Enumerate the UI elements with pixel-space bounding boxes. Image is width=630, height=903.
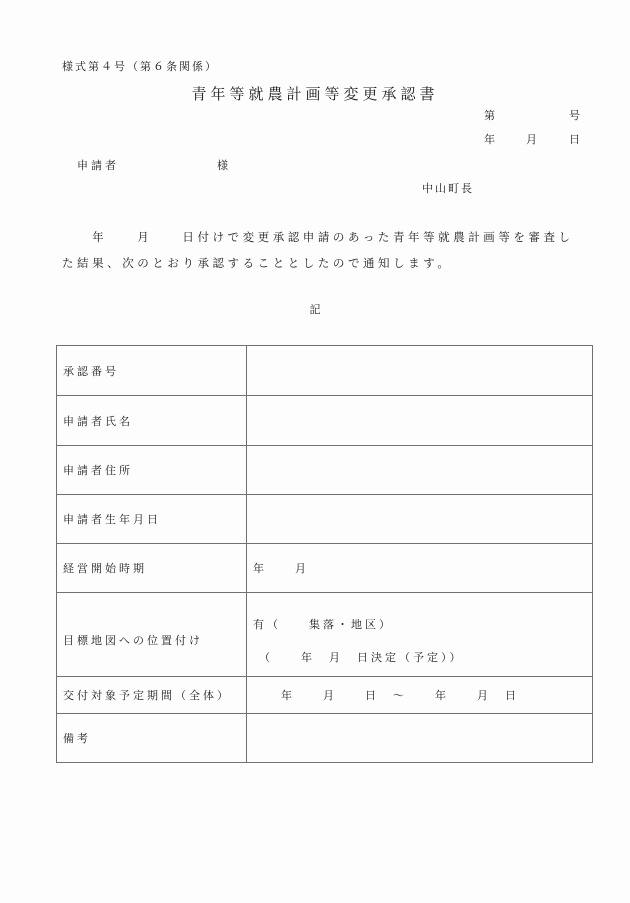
row-value-remarks[interactable] xyxy=(247,714,593,763)
approval-table xyxy=(56,345,593,763)
row-value-start-period[interactable]: 年 月 xyxy=(247,544,593,593)
table-row xyxy=(57,446,593,495)
row-label: 目標地図への位置付け xyxy=(57,593,247,677)
row-label: 申請者住所 xyxy=(57,446,247,495)
body-text-line1: 年 月 日付けで変更承認申請のあった青年等就農計画等を審査し xyxy=(62,230,574,244)
ki-heading: 記 xyxy=(309,303,321,316)
date-year: 年 xyxy=(484,133,495,146)
row-value-applicant-name[interactable] xyxy=(247,396,593,446)
number-suffix: 号 xyxy=(569,109,580,122)
table-row xyxy=(57,677,593,714)
row-value-approval-number[interactable] xyxy=(247,346,593,396)
table-row xyxy=(57,544,593,593)
issuer: 中山町長 xyxy=(422,182,474,195)
number-prefix: 第 xyxy=(484,109,495,122)
addressee-honorific: 様 xyxy=(217,159,228,172)
row-label: 交付対象予定期間（全体） xyxy=(57,677,247,714)
document-title: 青年等就農計画等変更承認書 xyxy=(191,85,439,103)
target-map-line2: （ 年 月 日決定（予定）） xyxy=(259,650,464,664)
row-value-applicant-birthdate[interactable] xyxy=(247,495,593,544)
row-label: 備考 xyxy=(57,714,247,763)
table-row xyxy=(57,495,593,544)
table-row xyxy=(57,346,593,396)
row-value-target-map[interactable] xyxy=(247,593,593,677)
row-label: 申請者氏名 xyxy=(57,396,247,446)
addressee-label: 申請者 xyxy=(77,159,119,172)
form-number: 様式第４号（第６条関係） xyxy=(62,60,218,73)
table-row xyxy=(57,593,593,677)
table-row xyxy=(57,396,593,446)
target-map-line1: 有（ 集落・地区） xyxy=(253,617,393,631)
row-value-applicant-address[interactable] xyxy=(247,446,593,495)
date-day: 日 xyxy=(569,133,580,146)
row-label: 経営開始時期 xyxy=(57,544,247,593)
row-label: 承認番号 xyxy=(57,346,247,396)
row-label: 申請者生年月日 xyxy=(57,495,247,544)
date-month: 月 xyxy=(526,133,537,146)
row-value-grant-period[interactable]: 年 月 日 ～ 年 月 日 xyxy=(247,677,593,714)
table-row xyxy=(57,714,593,763)
body-text-line2: た結果、次のとおり承認することとしたので通知します。 xyxy=(62,256,453,270)
